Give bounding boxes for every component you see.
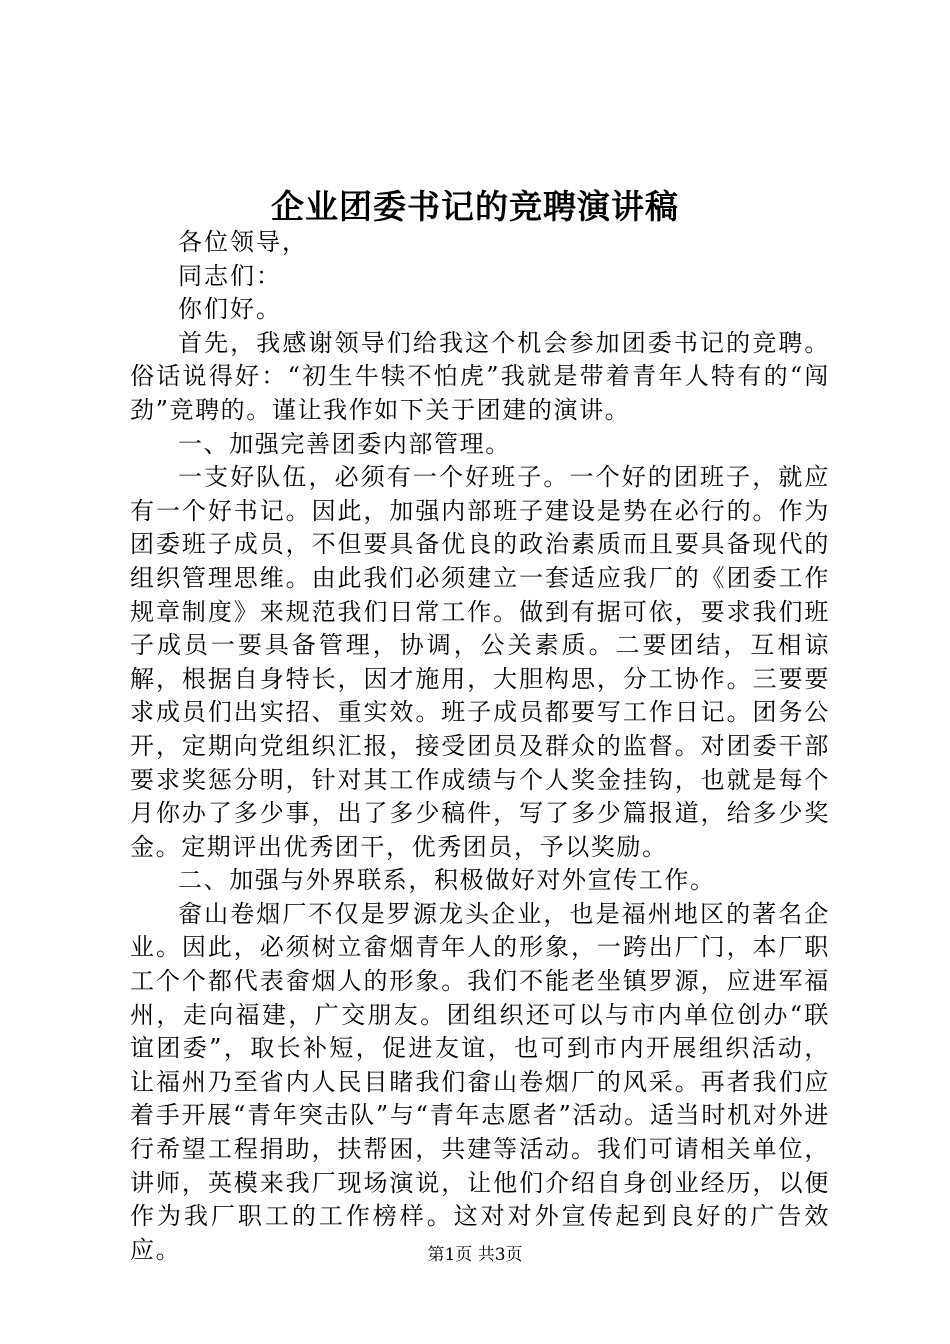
greeting-comrades: 同志们： xyxy=(178,261,282,290)
document-body xyxy=(130,226,830,1267)
greeting-hello: 你们好。 xyxy=(178,295,282,324)
paragraph-section-2: 畲山卷烟厂不仅是罗源龙头企业，也是福州地区的著名企业。因此，必须树立畲烟青年人的形象，一跨出厂门，本厂职工个个都代表畲烟人的形象。我们不能老坐镇罗源，应进军福州，走向福建，广交朋友。团组织还可以与市内单位创办“联谊团委”，取长补短，促进友谊，也可到市内开展组织活动，让福州乃至省内人民目睹我们畲山卷烟厂的风采。再者我们应着手开展“青年突击队”与“青年志愿者”活动。适当时机对外进行希望工程捐助，扶帮困，共建等活动。我们可请相关单位，讲师，英模来我厂现场演说，让他们介绍自身创业经历，以便作为我厂职工的工作榜样。这对对外宣传起到良好的广告效应。 xyxy=(130,899,830,1264)
section-heading-1: 一、加强完善团委内部管理。 xyxy=(178,429,511,458)
section-heading-2: 二、加强与外界联系，积极做好对外宣传工作。 xyxy=(178,866,716,895)
document-title: 企业团委书记的竞聘演讲稿 xyxy=(271,187,679,226)
paragraph-section-1: 一支好队伍，必须有一个好班子。一个好的团班子，就应有一个好书记。因此，加强内部班子建设是势在必行的。作为团委班子成员，不但要具备优良的政治素质而且要具备现代的组织管理思维。由此我们必须建立一套适应我厂的《团委工作规章制度》来规范我们日常工作。做到有据可依，要求我们班子成员一要具备管理，协调，公关素质。二要团结，互相谅解，根据自身特长，因才施用，大胆构思，分工协作。三要要求成员们出实招、重实效。班子成员都要写工作日记。团务公开，定期向党组织汇报，接受团员及群众的监督。对团委干部要求奖惩分明，针对其工作成绩与个人奖金挂钩，也就是每个月你办了多少事，出了多少稿件，写了多少篇报道，给多少奖金。定期评出优秀团干，优秀团员，予以奖励。 xyxy=(130,463,830,861)
paragraph-intro: 首先，我感谢领导们给我这个机会参加团委书记的竞聘。俗话说得好：“初生牛犊不怕虎”我就是带着青年人特有的“闯劲”竞聘的。谨让我作如下关于团建的演讲。 xyxy=(130,328,830,424)
page-footer: 第1页 共3页 xyxy=(427,1245,523,1265)
greeting-leaders: 各位领导， xyxy=(178,228,308,256)
